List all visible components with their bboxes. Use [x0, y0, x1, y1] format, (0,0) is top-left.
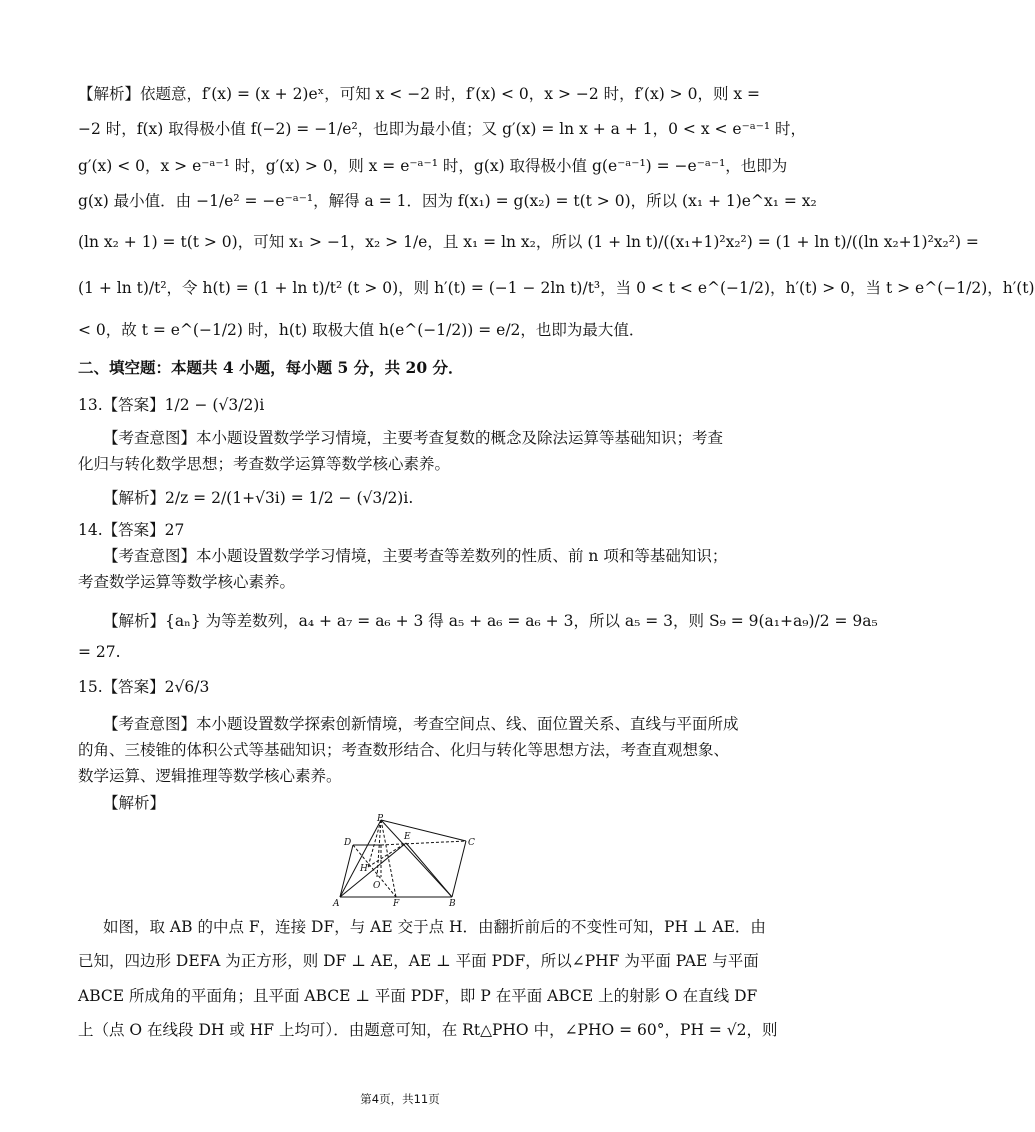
text-line: 【考查意图】本小题设置数学探索创新情境，考查空间点、线、面位置关系、直线与平面所成: [103, 715, 739, 733]
text-line: 如图，取 AB 的中点 F，连接 DF，与 AE 交于点 H．由翻折前后的不变性可知，PH ⊥ AE．由: [103, 918, 766, 936]
text-line: 上（点 O 在线段 DH 或 HF 上均可）．由题意可知，在 Rt△PHO 中，∠PHO = 60°，PH = √2，则: [78, 1021, 778, 1039]
section-heading: 二、填空题：本题共 4 小题，每小题 5 分，共 20 分．: [78, 358, 464, 377]
text-line: ABCE 所成角的平面角；且平面 ABCE ⊥ 平面 PDF，即 P 在平面 ABCE 上的射影 O 在直线 DF: [78, 987, 758, 1005]
text-line: 【解析】: [103, 794, 166, 812]
page-footer: 第4页，共11页: [360, 1092, 440, 1106]
text-line: 已知，四边形 DEFA 为正方形，则 DF ⊥ AE，AE ⊥ 平面 PDF，所以∠PHF 为平面 PAE 与平面: [78, 952, 759, 970]
text-line: 【考查意图】本小题设置数学学习情境，主要考查复数的概念及除法运算等基础知识；考查: [103, 429, 724, 447]
answer-14: 14.【答案】27: [78, 521, 185, 539]
label-h: H: [360, 864, 368, 874]
label-f: F: [393, 899, 400, 909]
label-b: B: [449, 899, 456, 909]
geometry-figure: [332, 815, 482, 907]
label-o: O: [373, 881, 381, 891]
text-line: g(x) 最小值．由 −1/e² = −e⁻ᵃ⁻¹，解得 a = 1．因为 f(x₁) = g(x₂) = t(t > 0)，所以 (x₁ + 1)e^x₁ = x₂: [78, 192, 817, 210]
answer-15: 15.【答案】2√6/3: [78, 678, 210, 696]
text-line: 化归与转化数学思想；考查数学运算等数学核心素养。: [78, 455, 451, 473]
text-line: = 27.: [78, 643, 121, 661]
text-line: 【考查意图】本小题设置数学学习情境，主要考查等差数列的性质、前 n 项和等基础知识；: [103, 547, 728, 565]
text-line: < 0，故 t = e^(−1/2) 时，h(t) 取极大值 h(e^(−1/2)) = e/2，也即为最大值．: [78, 321, 645, 339]
label-a: A: [333, 899, 340, 909]
label-d: D: [344, 838, 352, 848]
text-line: 考查数学运算等数学核心素养。: [78, 573, 296, 591]
text-line: g′(x) < 0，x > e⁻ᵃ⁻¹ 时，g′(x) > 0，则 x = e⁻ᵃ⁻¹ 时，g(x) 取得极小值 g(e⁻ᵃ⁻¹) = −e⁻ᵃ⁻¹，也即为: [78, 157, 788, 175]
label-e: E: [404, 832, 411, 842]
answer-13: 13.【答案】1/2 − (√3/2)i: [78, 396, 265, 414]
text-line: (ln x₂ + 1) = t(t > 0)，可知 x₁ > −1，x₂ > 1/e，且 x₁ = ln x₂，所以 (1 + ln t)/((x₁+1)²x₂²) = (1 + ln t)/((ln x₂+1)²x₂²) =: [78, 233, 979, 251]
text-line: 【解析】2/z = 2/(1+√3i) = 1/2 − (√3/2)i.: [103, 489, 414, 507]
label-c: C: [468, 838, 475, 848]
text-line: 【解析】{aₙ} 为等差数列，a₄ + a₇ = a₆ + 3 得 a₅ + a₆ = a₆ + 3，所以 a₅ = 3，则 S₉ = 9(a₁+a₉)/2 = 9a₅: [103, 612, 878, 630]
label-p: P: [377, 814, 384, 824]
text-line: (1 + ln t)/t²，令 h(t) = (1 + ln t)/t² (t > 0)，则 h′(t) = (−1 − 2ln t)/t³，当 0 < t < e^(−1/2)，h′(t) > 0，当 t > e^(−1/2)，h′(t): [78, 279, 1035, 297]
text-line: −2 时，f(x) 取得极小值 f(−2) = −1/e²，也即为最小值；又 g′(x) = ln x + a + 1，0 < x < e⁻ᵃ⁻¹ 时，: [78, 120, 807, 138]
text-line: 【解析】依题意，f′(x) = (x + 2)eˣ，可知 x < −2 时，f′(x) < 0，x > −2 时，f′(x) > 0，则 x =: [78, 85, 761, 103]
text-line: 数学运算、逻辑推理等数学核心素养。: [78, 767, 342, 785]
text-line: 的角、三棱锥的体积公式等基础知识；考查数形结合、化归与转化等思想方法，考查直观想象、: [78, 741, 730, 759]
